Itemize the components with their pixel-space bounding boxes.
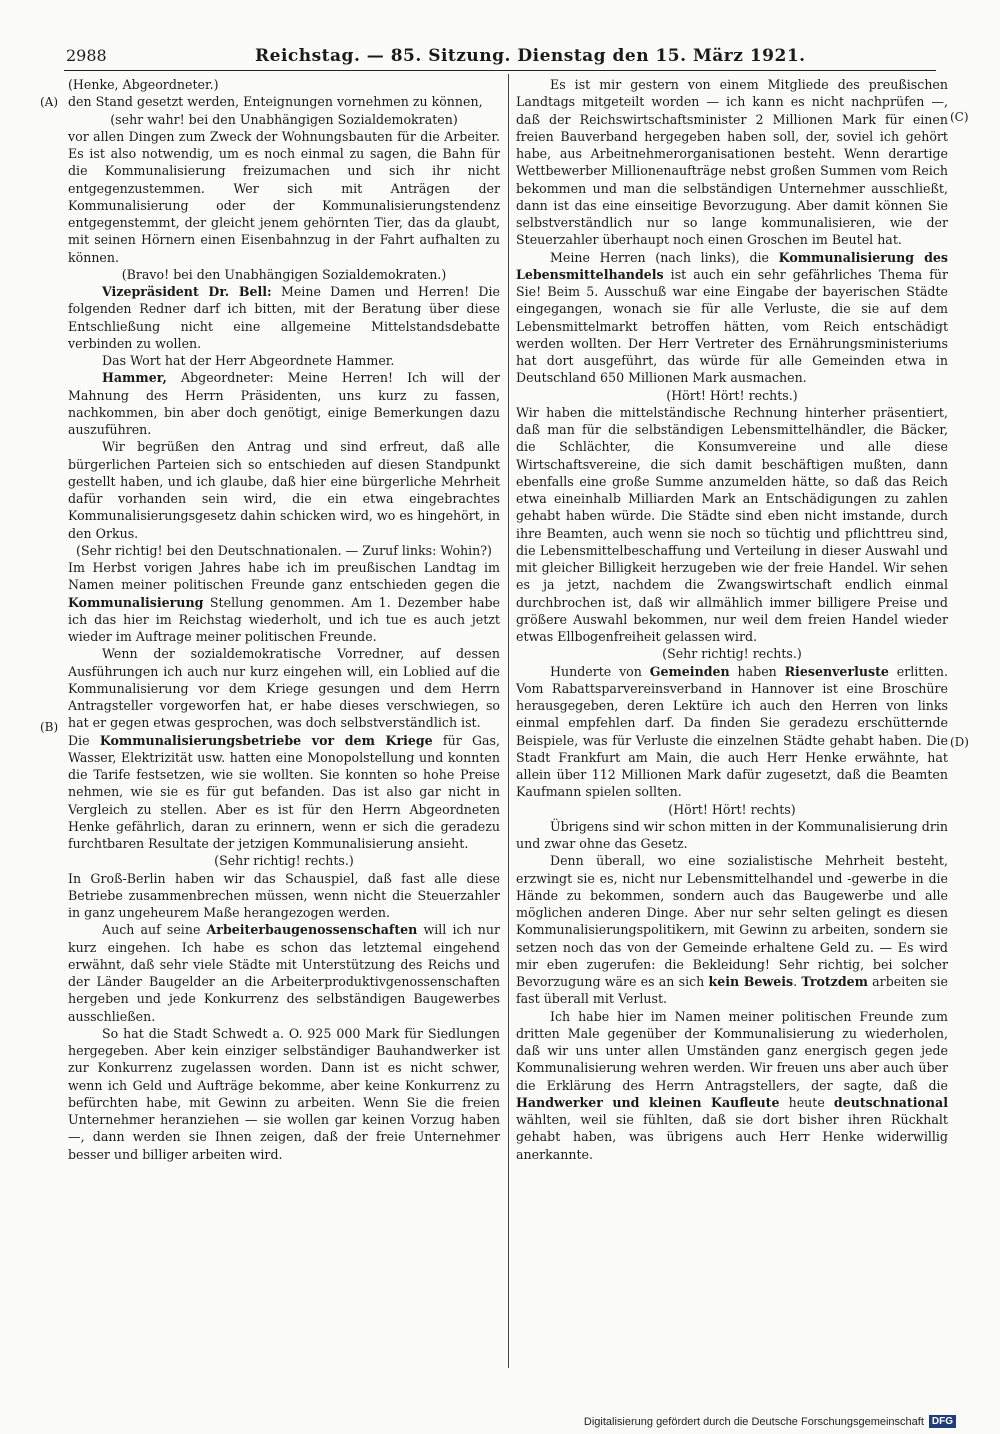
paragraph-text: Im Herbst vorigen Jahres habe ich im preußischen Landtag im Namen meiner politischen Freunde ganz entschieden gegen die (68, 560, 500, 593)
page-number: 2988 (66, 46, 107, 65)
paragraph: Das Wort hat der Herr Abgeordnete Hammer. (102, 353, 395, 368)
margin-marker-c: (C) (950, 110, 969, 124)
paragraph: vor allen Dingen zum Zweck der Wohnungsbauten für die Arbeiter. Es ist also notwendig, um es noch einmal zu sagen, die Bahn für die Kommunalisierung freizumachen und sich ihr nicht entgegenzustemmen. Wer sich mit Anträgen der Kommunalisierung oder der Kommunalisierungstendenz entgegenstemmt, der gleicht jenem gehörnten Tier, das da glaubt, mit seinen Hörnern einen Eisenbahnzug in der Fahrt aufhalten zu können. (68, 128, 500, 265)
paragraph-text: Ich habe hier im Namen meiner politischen Freunde zum dritten Male gegenüber der Kommunalisierung zu wiederholen, daß wir uns unter allen Umständen ganz energisch gegen jede Kommunalisierung wehren werden. Wir freuen uns aber auch über die Erklärung des Herrn Antragstellers, der sagte, daß die (516, 1008, 948, 1093)
paragraph-text: wählten, weil sie fühlten, daß sie dort bisher ihren Rückhalt gehabt haben, was übrigens auch Herr Henke widerwillig anerkannte. (516, 1112, 948, 1162)
paragraph (68, 921, 500, 1025)
speaker-reference: (Henke, Abgeordneter.) (68, 77, 219, 92)
paragraph-text: haben (729, 663, 785, 679)
paragraph: Wir haben die mittelständische Rechnung hinterher präsentiert, daß man für die selbständigen Lebensmittelhändler, die Bäcker, die Schlächter, die Konsumvereine und alle diese Wirtschaftsvereine, die sich damit beschäftigen mußten, dann ebenfalls eine große Summe anzumelden hätte, so daß das Reich etwa eineinhalb Milliarden Mark an Entschädigungen zu zahlen gehabt haben würde. Die Städte sind eben nicht imstande, durch ihre Beamten, auch wenn sie noch so tüchtig und pflichttreu sind, die Lebensmittelbeschaffung und Verteilung in dieser Auswahl und mit gleicher Billigkeit herzugeben wie der freie Handel. Wir sehen es ja jetzt, nachdem die Zwangswirtschaft endlich einmal durchbrochen ist, daß wir allmählich immer billigere Preise und größere Auswahl bekommen, nur weil dem freien Handel wieder etwas Ellbogenfreiheit gelassen wird. (516, 404, 948, 644)
paragraph: den Stand gesetzt werden, Enteignungen vornehmen zu können, (68, 94, 483, 110)
paragraph-text: Denn überall, wo eine sozialistische Mehrheit besteht, erzwingt sie es, nicht nur Lebensmittelhandel und -gewerbe in die Hände zu bekommen, sondern auch das Baugewerbe und alle möglichen anderen Dinge. Aber nur sehr selten gelingt es diesen Kommunalisierungspolitikern, mit Gewinn zu arbeiten, sondern sie setzen noch das von der Gemeinde erhaltene Geld zu. — Es wird mir eben zugerufen: die Bekleidung! Sehr richtig, bei solcher Bevorzugung wäre es an sich (516, 853, 948, 989)
paragraph-text: erlitten. Vom Rabattsparvereinsverband in Hannover ist eine Broschüre herausgegeben, deren Lektüre ich auch den Herren von links einmal empfehlen darf. Da finden Sie geradezu erschütternde Beispiele, was für Verluste die einzelnen Städte gehabt haben. Die Stadt Frankfurt am Main, die auch Herr Henke erwähnte, hat allein über 112 Millionen Mark dafür zugesetzt, daß die Beamten Kaufmann spielen sollten. (516, 663, 948, 800)
paragraph-text: für Gas, Wasser, Elektrizität usw. hatten eine Monopolstellung und konnten die Tarife festsetzen, wie sie wollten. Sie konnten so hohe Preise nehmen, wie sie es für gut befanden. Das ist also gar nicht in Vergleich zu stellen. Aber es ist für den Herrn Abgeordneten Henke gefährlich, daran zu erinnern, wenn er sich die geradezu furchtbaren Resultate der jetzigen Kommunalisierung ansieht. (68, 732, 500, 851)
paragraph (68, 369, 500, 438)
speaker-name: Vizepräsident Dr. Bell: (102, 284, 272, 299)
paragraph (516, 663, 948, 801)
paragraph-text: Abgeordneter: Meine Herren! Ich will der Mahnung des Herrn Präsidenten, uns kurz zu fassen, nachkommen, bin aber doch genötigt, einige Bemerkungen dazu auszuführen. (68, 370, 500, 437)
paragraph-text: Meine Damen und Herren! Die folgenden Redner darf ich bitten, mit der Beratung über diese Entschließung nicht eine allgemeine Mittelstandsdebatte verbinden zu wollen. (68, 284, 500, 351)
paragraph-text: will ich nur kurz eingehen. Ich habe es schon das letztemal eingehend erwähnt, daß sehr viele Städte mit Unterstützung des Reichs und der Länder Baugelder an die Arbeiterproduktivgenossenschaften hergeben und jede Konkurrenz des selbständigen Baugewerbes ausschließen. (68, 922, 501, 1024)
paragraph (68, 732, 500, 853)
paragraph (516, 852, 948, 1007)
footer (584, 1415, 956, 1428)
paragraph: Übrigens sind wir schon mitten in der Kommunalisierung drin und zwar ohne das Gesetz. (516, 818, 948, 851)
interjection: (Sehr richtig! bei den Deutschnationalen. — Zuruf links: Wohin?) (76, 542, 492, 558)
emphasis: Trotzdem (801, 974, 868, 989)
paragraph: Es ist mir gestern von einem Mitgliede des preußischen Landtags mitgeteilt worden — ich kann es nicht nachprüfen —, daß der Reichswirtschaftsminister 2 Millionen Mark für einen freien Bauverband hergegeben haben soll, der, soviel ich gehört habe, aus Arbeitnehmerorganisationen besteht. Wenn derartige Wettbewerber Millionenaufträge nebst großen Summen vom Reich bekommen und man die selbständigen Unternehmer ausschließt, dann ist das eine einseitige Bevorzugung. Aber damit können Sie selbstverständlich nur so lange kommunalisieren, wie der Steuerzahler überhaupt noch einen Groschen im Beutel hat. (516, 77, 948, 248)
header-rule (64, 70, 936, 71)
paragraph-text: Auch auf seine (102, 922, 207, 938)
emphasis: Gemeinden (649, 663, 730, 679)
emphasis: Arbeiterbaugenossenschaften (206, 922, 418, 938)
speaker-name: Hammer, (102, 370, 167, 386)
interjection: (Sehr richtig! rechts.) (662, 646, 802, 662)
interjection: (Sehr richtig! rechts.) (214, 853, 354, 869)
paragraph-text: Meine Herren (nach links), die (550, 249, 779, 265)
paragraph (516, 249, 948, 387)
paragraph-text: arbeiten sie fast überall mit Verlust. (516, 974, 949, 1007)
emphasis: Riesenverluste (784, 663, 889, 679)
right-column (516, 76, 948, 1163)
interjection: (Hört! Hört! rechts.) (666, 387, 798, 403)
interjection: (Hört! Hört! rechts) (668, 801, 796, 817)
paragraph (68, 559, 500, 645)
paragraph: So hat die Stadt Schwedt a. O. 925 000 Mark für Siedlungen hergegeben. Aber kein einziger selbständiger Bauhandwerker ist zur Konkurrenz zugelassen worden. Dann ist es nicht schwer, wenn ich Geld und Aufträge bekomme, aber keine Konkurrenz zu befürchten habe, mit Gewinn zu arbeiten. Wenn Sie die freien Unternehmer heranziehen — sie wollen gar keinen Vorzug haben —, dann werden sie Ihnen zeigen, daß der freie Unternehmer besser und billiger arbeiten wird. (68, 1025, 500, 1162)
emphasis: kein Beweis (708, 974, 794, 989)
footer-text: Digitalisierung gefördert durch die Deutsche Forschungsgemeinschaft (583, 1415, 924, 1428)
emphasis: Kommunalisierung (68, 594, 204, 610)
emphasis: deutschnational (833, 1094, 948, 1110)
dfg-logo: DFG (929, 1415, 956, 1428)
emphasis: Kommunalisierungsbetriebe vor dem Kriege (99, 732, 433, 748)
paragraph (68, 283, 500, 352)
margin-marker-d: (D) (950, 735, 969, 749)
margin-marker-a: (A) (40, 95, 59, 109)
interjection: (sehr wahr! bei den Unabhängigen Sozialdemokraten) (110, 111, 458, 127)
paragraph: In Groß-Berlin haben wir das Schauspiel, daß fast alle diese Betriebe zusammenbrechen müssen, wenn nicht die Steuerzahler in ganz ungeheurem Maße herangezogen werden. (68, 870, 500, 920)
paragraph-text: . (793, 974, 802, 989)
emphasis: Handwerker und kleinen Kaufleute (516, 1094, 780, 1110)
interjection: (Bravo! bei den Unabhängigen Sozialdemokraten.) (121, 266, 447, 282)
margin-marker-b: (B) (40, 720, 59, 734)
column-divider (508, 74, 509, 1368)
paragraph-text: Stellung genommen. Am 1. Dezember habe ich das hier im Reichstag wiederholt, und ich tue es auch jetzt wieder im Auftrage meiner politischen Freunde. (68, 594, 500, 644)
left-column (68, 76, 500, 1163)
running-head: Reichstag. — 85. Sitzung. Dienstag den 15. März 1921. (255, 46, 806, 66)
paragraph-text: ist auch ein sehr gefährliches Thema für Sie! Beim 5. Ausschuß war eine Eingabe der bayerischen Städte eingegangen, wonach sie für alle Verluste, die sie auf dem Lebensmittelmarkt betroffen hätten, vom Reich entschädigt werden wollten. Der Herr Vertreter des Ernährungsministeriums hat dort ausgeführt, das würde für alle Gemeinden etwa in Deutschland 650 Millionen Mark ausmachen. (516, 266, 948, 386)
paragraph: Wenn der sozialdemokratische Vorredner, auf dessen Ausführungen ich auch nur kurz eingehen will, ein Loblied auf die Kommunalisierung vor dem Kriege gesungen und dem Herrn Antragsteller vorgeworfen hat, er habe dieses verschwiegen, so hat er gegen etwas gesprochen, was doch selbstverständlich ist. (68, 646, 500, 731)
paragraph-text: Hunderte von (550, 663, 650, 679)
paragraph: Wir begrüßen den Antrag und sind erfreut, daß alle bürgerlichen Parteien sich so entschieden auf diesen Standpunkt gestellt haben, und ich glaube, daß hier eine bürgerliche Mehrheit dafür vorhanden sein wird, die ein etwa eingebrachtes Kommunalisierungsgesetz dahin schicken wird, wo es hingehört, in den Orkus. (68, 439, 500, 541)
emphasis: Kommunalisierung des Lebensmittelhandels (516, 249, 948, 282)
paragraph-text: heute (779, 1094, 834, 1110)
paragraph-text: Die (68, 732, 100, 748)
paragraph (516, 1008, 948, 1163)
